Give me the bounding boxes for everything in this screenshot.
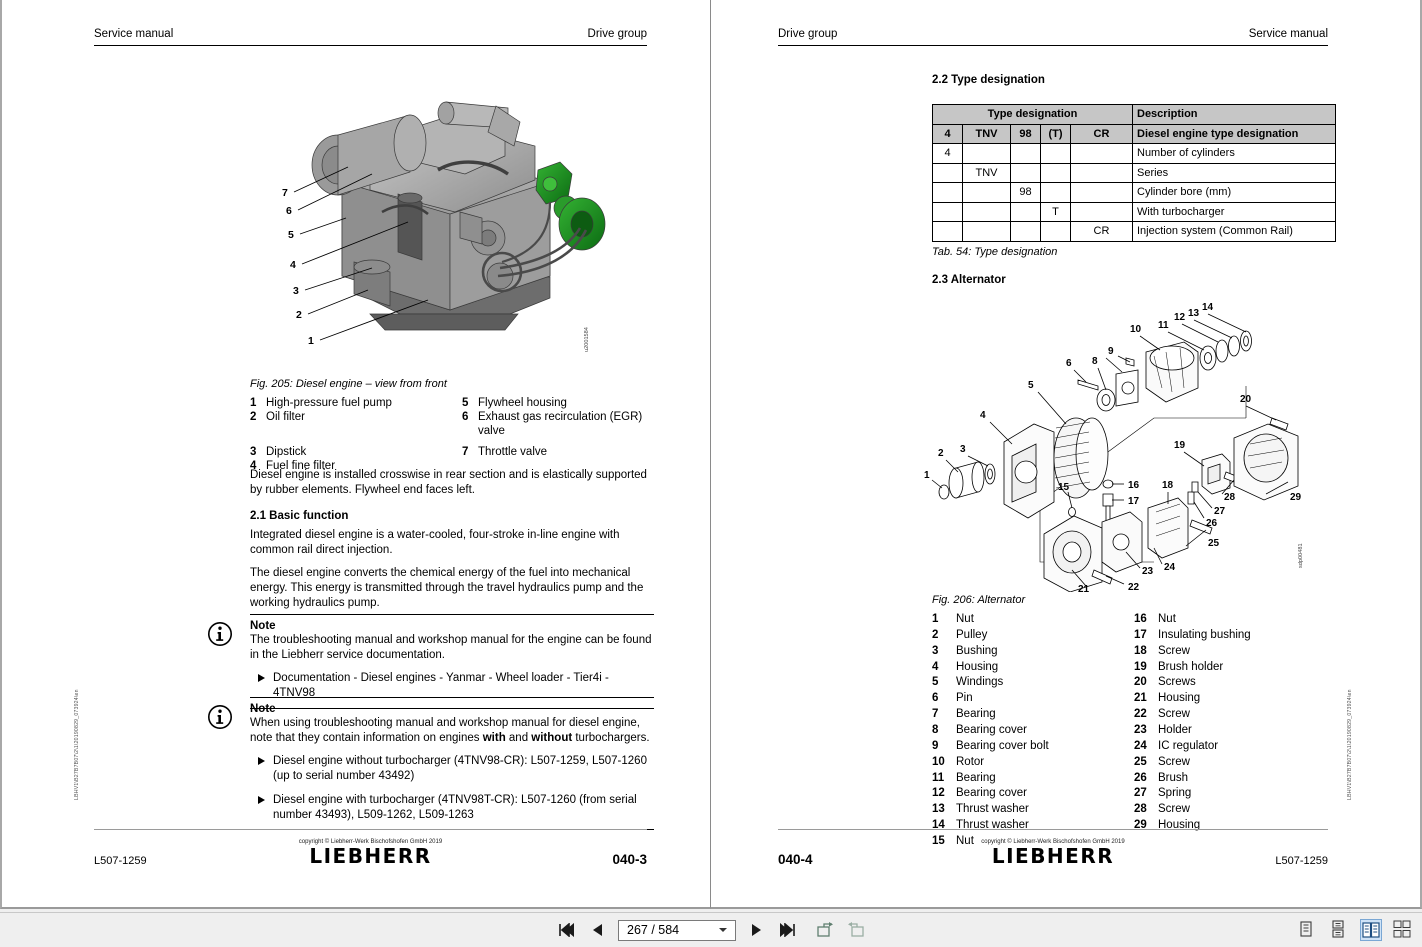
legend-num: 2	[932, 628, 939, 641]
svg-text:15: 15	[1058, 482, 1070, 493]
legend-num: 4	[932, 660, 939, 673]
table-cell: 4	[933, 144, 963, 164]
table-cell	[963, 202, 1011, 222]
document-id-vertical-left: LBHV1\B27B7B07\2\1\20190829_073924\en	[74, 689, 80, 800]
svg-text:8: 8	[1092, 356, 1098, 367]
alternator-image-id: sdp00481	[1298, 543, 1304, 568]
table-cell	[963, 144, 1011, 164]
legend-label: Housing	[1158, 692, 1201, 705]
legend-label: Bearing cover	[956, 724, 1027, 737]
figure-alternator-exploded	[916, 296, 1326, 592]
table-header-code-row	[933, 124, 1336, 144]
runhead-left-text: Service manual	[94, 28, 174, 40]
svg-text:21: 21	[1078, 584, 1090, 592]
figure-diesel-engine	[250, 62, 654, 372]
legend-label: Housing	[1158, 819, 1201, 832]
page-footer-right	[778, 829, 1328, 879]
legend-num: 5	[462, 397, 469, 409]
table-cell-description: With turbocharger	[1133, 202, 1336, 222]
legend-num: 7	[932, 708, 939, 721]
legend-num: 6	[932, 692, 939, 705]
svg-text:14: 14	[1202, 302, 1214, 313]
legend-num: 17	[1134, 628, 1147, 641]
runhead-left-text: Drive group	[778, 28, 838, 40]
view-two-page-button[interactable]	[1360, 919, 1382, 941]
table-cell: TNV	[963, 163, 1011, 183]
page-right[interactable]	[711, 0, 1422, 909]
figure-206-caption: Fig. 206: Alternator	[932, 594, 1026, 606]
table-description-subheader: Diesel engine type designation	[1133, 124, 1336, 144]
legend-num: 22	[1134, 708, 1147, 721]
figure-205-caption: Fig. 205: Diesel engine – view from front	[250, 378, 447, 390]
table-54-caption: Tab. 54: Type designation	[932, 245, 1058, 258]
legend-label: Screw	[1158, 755, 1190, 768]
svg-text:28: 28	[1224, 492, 1236, 503]
table-cell: CR	[1071, 222, 1133, 242]
legend-num: 2	[250, 411, 257, 424]
view-mode-group	[1296, 913, 1414, 947]
table-cell	[1041, 222, 1071, 242]
table-row	[933, 144, 1336, 164]
legend-label: Screws	[1158, 676, 1196, 689]
table-code-header: TNV	[963, 124, 1011, 144]
single-page-icon	[1296, 919, 1316, 939]
legend-num: 18	[1134, 644, 1147, 657]
note-bullet	[250, 754, 654, 783]
note-bullet-text: Documentation - Diesel engines - Yanmar - Wheel loader - Tier4i - 4TNV98	[273, 672, 609, 700]
svg-text:2: 2	[296, 309, 302, 321]
svg-text:4: 4	[980, 410, 986, 421]
footer-page-number: 040-3	[612, 852, 647, 867]
rotate-ccw-icon	[847, 922, 865, 938]
legend-label: Pulley	[956, 628, 988, 641]
legend-num: 14	[932, 819, 945, 832]
legend-num: 5	[932, 676, 939, 689]
table-group-header: Type designation	[933, 105, 1133, 125]
legend-label: Flywheel housing	[478, 397, 567, 409]
liebherr-logo: LIEBHERR	[309, 844, 432, 868]
engine-image-id: u2001584	[584, 327, 590, 352]
figure-205-legend	[250, 396, 654, 473]
svg-text:5: 5	[288, 229, 294, 241]
footer-page-number: 040-4	[778, 852, 813, 867]
alternator-drawing	[916, 296, 1326, 592]
table-header-group-row	[933, 105, 1336, 125]
legend-label: IC regulator	[1158, 739, 1219, 752]
table-cell	[1041, 183, 1071, 203]
view-single-page-button[interactable]	[1296, 919, 1318, 941]
legend-label: Nut	[956, 613, 974, 625]
legend-num: 29	[1134, 819, 1147, 832]
footer-rule	[94, 829, 647, 830]
table-cell	[963, 183, 1011, 203]
table-cell	[1011, 202, 1041, 222]
triangle-bullet-icon	[258, 757, 265, 765]
footer-copyright: copyright © Liebherr-Werk Bischofshofen GmbH 2019	[981, 839, 1125, 845]
info-icon	[207, 704, 233, 730]
table-cell	[1011, 163, 1041, 183]
viewer-toolbar	[0, 912, 1422, 946]
footer-brand	[893, 839, 1213, 868]
legend-label: Screw	[1158, 644, 1190, 657]
table-cell	[1071, 144, 1133, 164]
svg-text:26: 26	[1206, 518, 1218, 529]
note-text-part-2: and	[505, 731, 532, 744]
svg-text:18: 18	[1162, 480, 1174, 491]
next-page-icon	[751, 923, 763, 937]
legend-num: 7	[462, 446, 469, 459]
table-description-header: Description	[1133, 105, 1336, 125]
legend-label: Exhaust gas recirculation (EGR) valve	[478, 411, 643, 438]
svg-text:6: 6	[1066, 358, 1072, 369]
table-row	[933, 202, 1336, 222]
legend-num: 1	[250, 397, 257, 409]
svg-text:22: 22	[1128, 582, 1140, 592]
svg-text:1: 1	[308, 335, 314, 347]
basic-function-paragraph-2: The diesel engine converts the chemical energy of the fuel into mechanical energy. This energy is transmitted through the travel hydraulics pump and the working hydraulics pump.	[250, 567, 644, 609]
legend-label: Housing	[956, 660, 999, 673]
triangle-bullet-icon	[258, 796, 265, 804]
legend-label: Screw	[1158, 708, 1190, 721]
legend-num: 21	[1134, 692, 1147, 705]
footer-brand	[211, 839, 531, 868]
legend-label: Bearing	[956, 771, 996, 784]
legend-num: 26	[1134, 771, 1147, 784]
table-cell-description: Series	[1133, 163, 1336, 183]
legend-label: Screw	[1158, 803, 1190, 816]
note-bullet-text: Diesel engine without turbocharger (4TNV98-CR): L507-1259, L507-1260 (up to serial number 43492)	[273, 755, 647, 783]
note-text-bold-without: without	[531, 731, 573, 744]
first-page-icon	[558, 923, 574, 937]
footer-model-number: L507-1259	[94, 855, 147, 867]
previous-page-button[interactable]	[587, 919, 607, 941]
legend-label: Rotor	[956, 755, 985, 768]
footer-rule	[778, 829, 1328, 830]
table-row	[933, 222, 1336, 242]
table-code-header: 4	[933, 124, 963, 144]
legend-num: 25	[1134, 755, 1147, 768]
legend-label: Spring	[1158, 787, 1192, 800]
two-page-continuous-icon	[1392, 919, 1412, 939]
legend-num: 8	[932, 724, 939, 737]
legend-num: 1	[932, 613, 939, 625]
legend-label: Pin	[956, 692, 973, 705]
page-navigation-group	[556, 913, 866, 947]
legend-label: Bearing	[956, 708, 996, 721]
table-cell	[1041, 144, 1071, 164]
runhead-rule	[778, 45, 1328, 46]
two-page-icon	[1361, 920, 1381, 940]
table-row	[933, 183, 1336, 203]
svg-text:2: 2	[938, 448, 944, 459]
legend-label: Nut	[1158, 613, 1176, 625]
intro-paragraph: Diesel engine is installed crosswise in rear section and is elastically supported by rubber elements. Flywheel end faces left.	[250, 469, 647, 496]
legend-label: Nut	[956, 835, 974, 848]
legend-label: Holder	[1158, 724, 1192, 737]
legend-num: 6	[462, 411, 469, 424]
rotate-cw-icon	[816, 922, 834, 938]
runhead-right-text: Service manual	[1248, 28, 1328, 40]
previous-page-icon	[591, 923, 603, 937]
running-head-right	[778, 28, 1328, 48]
legend-label: Oil filter	[266, 411, 305, 424]
legend-num: 20	[1134, 676, 1147, 689]
table-cell	[933, 163, 963, 183]
svg-text:19: 19	[1174, 440, 1186, 451]
svg-text:7: 7	[282, 187, 288, 199]
legend-label: Thrust washer	[956, 819, 1029, 832]
footer-copyright: copyright © Liebherr-Werk Bischofshofen GmbH 2019	[298, 839, 443, 845]
svg-text:4: 4	[290, 259, 296, 271]
last-page-button[interactable]	[778, 919, 798, 941]
svg-text:29: 29	[1290, 492, 1302, 503]
next-page-button[interactable]	[747, 919, 767, 941]
running-head-left	[94, 28, 647, 48]
table-cell	[1071, 163, 1133, 183]
svg-text:9: 9	[1108, 346, 1114, 357]
legend-num: 3	[932, 644, 939, 657]
svg-text:6: 6	[286, 205, 292, 217]
table-cell	[933, 202, 963, 222]
table-cell	[933, 183, 963, 203]
runhead-rule	[94, 45, 647, 46]
legend-num: 9	[932, 739, 939, 752]
table-cell	[1011, 144, 1041, 164]
legend-num: 24	[1134, 739, 1147, 752]
page-number-value: 267 / 584	[627, 923, 680, 937]
basic-function-paragraph-1: Integrated diesel engine is a water-cooled, four-stroke in-line engine with common rail direct injection.	[250, 529, 620, 556]
first-page-button[interactable]	[556, 919, 576, 941]
page-left[interactable]	[0, 0, 711, 909]
table-cell-description: Injection system (Common Rail)	[1133, 222, 1336, 242]
note-text-part-3: turbochargers.	[572, 731, 650, 744]
footer-model-number: L507-1259	[1275, 855, 1328, 867]
triangle-bullet-icon	[258, 674, 265, 682]
rotate-clockwise-button[interactable]	[815, 919, 835, 941]
liebherr-logo: LIEBHERR	[991, 844, 1115, 868]
table-code-header: 98	[1011, 124, 1041, 144]
note-text: The troubleshooting manual and workshop manual for the engine can be found in the Liebherr service documentation.	[250, 634, 652, 661]
chevron-down-icon[interactable]	[719, 928, 727, 932]
svg-text:12: 12	[1174, 312, 1186, 323]
table-cell	[933, 222, 963, 242]
svg-text:27: 27	[1214, 506, 1226, 517]
type-designation-table	[932, 104, 1336, 242]
legend-num: 12	[932, 787, 945, 800]
table-code-header: (T)	[1041, 124, 1071, 144]
legend-label: Thrust washer	[956, 803, 1029, 816]
legend-label: Dipstick	[266, 446, 307, 459]
svg-text:13: 13	[1188, 308, 1200, 319]
legend-num: 19	[1134, 660, 1147, 673]
svg-text:25: 25	[1208, 538, 1220, 549]
table-row	[933, 163, 1336, 183]
svg-text:17: 17	[1128, 496, 1140, 507]
svg-text:24: 24	[1164, 562, 1176, 573]
section-heading-basic-function: 2.1 Basic function	[250, 510, 349, 522]
legend-label: High-pressure fuel pump	[266, 397, 392, 409]
info-icon	[207, 621, 233, 647]
legend-label: Brush	[1158, 771, 1189, 784]
svg-text:3: 3	[960, 444, 966, 455]
svg-text:16: 16	[1128, 480, 1140, 491]
legend-label: Fuel fine filter	[266, 460, 336, 473]
figure-206-legend	[932, 612, 1336, 850]
svg-text:11: 11	[1158, 320, 1169, 331]
legend-label: Bushing	[956, 644, 998, 657]
legend-num: 4	[250, 460, 257, 473]
svg-text:10: 10	[1130, 324, 1142, 335]
legend-num: 11	[932, 771, 945, 784]
legend-num: 3	[250, 446, 257, 459]
svg-text:5: 5	[1028, 380, 1034, 391]
legend-label: Bearing cover	[956, 787, 1027, 800]
legend-num: 10	[932, 755, 945, 768]
legend-num: 23	[1134, 724, 1147, 737]
table-cell	[1071, 202, 1133, 222]
legend-num: 15	[932, 835, 945, 848]
rotate-counter-clockwise-button[interactable]	[846, 919, 866, 941]
last-page-icon	[780, 923, 796, 937]
table-cell: T	[1041, 202, 1071, 222]
table-code-header: CR	[1071, 124, 1133, 144]
view-two-page-continuous-button[interactable]	[1392, 919, 1414, 941]
legend-label: Bearing cover bolt	[956, 739, 1049, 752]
note-text	[250, 716, 654, 745]
note-text-part-1: When using troubleshooting manual and workshop manual for diesel engine, note that they contain information on engines	[250, 717, 640, 744]
note-box-2	[250, 697, 654, 830]
page-footer-left	[94, 829, 647, 879]
table-cell	[1011, 222, 1041, 242]
note-text-bold-with: with	[482, 731, 506, 744]
table-cell-description: Number of cylinders	[1133, 144, 1336, 164]
view-continuous-button[interactable]	[1328, 919, 1350, 941]
table-cell: 98	[1011, 183, 1041, 203]
table-cell	[1071, 183, 1133, 203]
legend-label: Insulating bushing	[1158, 628, 1251, 641]
legend-label: Throttle valve	[478, 446, 548, 459]
document-id-vertical-right: LBHV1\B27B7B07\2\1\20190829_073924\en	[1347, 689, 1353, 800]
note-bullet	[250, 793, 654, 822]
legend-label: Windings	[956, 676, 1004, 689]
legend-num: 28	[1134, 803, 1147, 816]
svg-text:1: 1	[924, 470, 930, 481]
note-bullet-text: Diesel engine with turbocharger (4TNV98T-CR): L507-1260 (from serial number 43493), L509-1262, L509-1263	[273, 793, 637, 821]
section-heading-alternator: 2.3 Alternator	[932, 274, 1006, 286]
svg-text:20: 20	[1240, 394, 1252, 405]
table-cell-description: Cylinder bore (mm)	[1133, 183, 1336, 203]
table-cell	[1041, 163, 1071, 183]
legend-num: 27	[1134, 787, 1147, 800]
svg-text:3: 3	[293, 285, 299, 297]
section-heading-type-designation: 2.2 Type designation	[932, 74, 1045, 86]
legend-num: 13	[932, 803, 945, 816]
note-title: Note	[250, 703, 276, 715]
note-title: Note	[250, 620, 276, 632]
page-number-input[interactable]	[618, 920, 736, 941]
table-cell	[963, 222, 1011, 242]
note-box-1	[250, 614, 654, 709]
svg-text:23: 23	[1142, 566, 1154, 577]
runhead-right-text: Drive group	[587, 28, 647, 40]
diesel-engine-drawing	[250, 62, 654, 372]
legend-label: Brush holder	[1158, 660, 1224, 673]
legend-num: 16	[1134, 613, 1147, 625]
continuous-page-icon	[1328, 919, 1348, 939]
